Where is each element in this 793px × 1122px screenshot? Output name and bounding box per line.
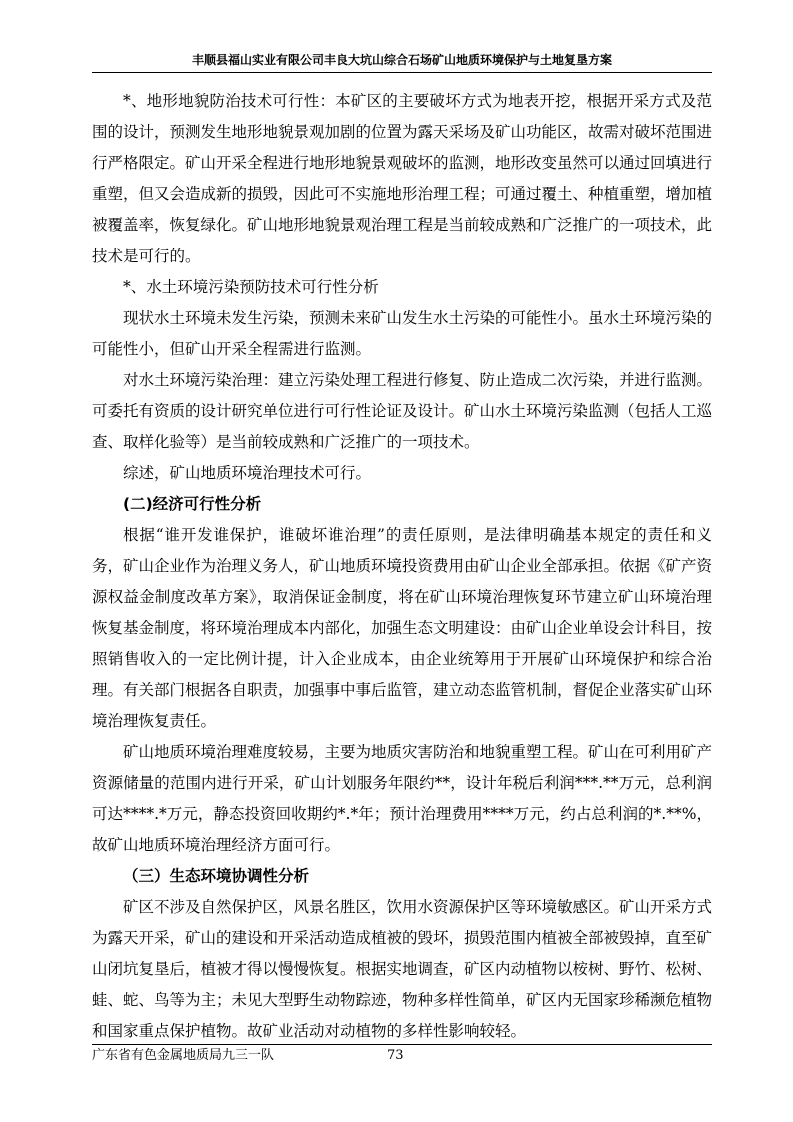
paragraph-responsibility: 根据“谁开发谁保护，谁破坏谁治理”的责任原则，是法律明确基本规定的责任和义务，矿山企业作为治理义务人，矿山地质环境投资费用由矿山企业全部承担。依据《矿产资源权益金制度改革方案》，取消保证金制度，将在矿山环境治理恢复环节建立矿山环境治理恢复基金制度，将环境治理成本内部化，加强生态文明建设：由矿山企业单设会计科目，按照销售收入的一定比例计提，计入企业成本，由企业统筹用于开展矿山环境保护和综合治理。有关部门根据各自职责，加强事中事后监管，建立动态监管机制，督促企业落实矿山环境治理恢复责任。 xyxy=(92,526,713,730)
paragraph-water-soil-treatment: 对水土环境污染治理：建立污染处理工程进行修复、防止造成二次污染，并进行监测。可委托有资质的设计研究单位进行可行性论证及设计。矿山水土环境污染监测（包括人工巡查、取样化验等）是当前较成熟和广泛推广的一项技术。 xyxy=(92,371,713,451)
footer-organization: 广东省有色金属地质局九三一队 xyxy=(92,1048,275,1063)
paragraph-landform-feasibility: *、地形地貌防治技术可行性：本矿区的主要破坏方式为地表开挖，根据开采方式及范围的设计，预测发生地形地貌景观加剧的位置为露天采场及矿山功能区，故需对破坏范围进行严格限定。矿山开采全程进行地形地貌景观破坏的监测，地形改变虽然可以通过回填进行重塑，但又会造成新的损毁，因此可不实施地形治理工程；可通过覆土、种植重塑，增加植被覆盖率，恢复绿化。矿山地形地貌景观治理工程是当前较成熟和广泛推广的一项技术，此技术是可行的。 xyxy=(92,92,713,265)
footer-rule xyxy=(92,1044,712,1045)
paragraph-ecology: 矿区不涉及自然保护区，风景名胜区，饮用水资源保护区等环境敏感区。矿山开采方式为露天开采，矿山的建设和开采活动造成植被的毁坏，损毁范围内植被全部被毁掉，直至矿山闭坑复垦后，植被才得以慢慢恢复。根据实地调查，矿区内动植物以桉树、野竹、松树、蛙、蛇、鸟等为主；未见大型野生动物踪迹，物种多样性简单，矿区内无国家珍稀濒危植物和国家重点保护植物。故矿业活动对动植物的多样性影响较轻。 xyxy=(92,898,713,1040)
page-header-title: 丰顺县福山实业有限公司丰良大坑山综合石场矿山地质环境保护与土地复垦方案 xyxy=(191,53,612,67)
paragraph-water-soil-status: 现状水土环境未发生污染，预测未来矿山发生水土污染的可能性小。虽水土环境污染的可能性小，但矿山开采全程需进行监测。 xyxy=(92,309,713,358)
paragraph-economic-figures: 矿山地质环境治理难度较易，主要为地质灾害防治和地貌重塑工程。矿山在可利用矿产资源储量的范围内进行开采，矿山计划服务年限约**，设计年税后利润***.**万元，总利润可达****.*万元，静态投资回收期约*.*年；预计治理费用****万元，约占总利润的*.**%，故矿山地质环境治理经济方面可行。 xyxy=(92,743,713,854)
header-rule xyxy=(92,72,712,73)
section-heading-economic: (二)经济可行性分析 xyxy=(123,495,262,513)
document-body xyxy=(92,86,712,1047)
item-water-soil-heading: *、水土环境污染预防技术可行性分析 xyxy=(123,278,379,296)
section-heading-ecological: （三）生态环境协调性分析 xyxy=(123,867,310,885)
page-number: 73 xyxy=(387,1048,404,1063)
paragraph-summary: 综述，矿山地质环境治理技术可行。 xyxy=(123,464,372,482)
